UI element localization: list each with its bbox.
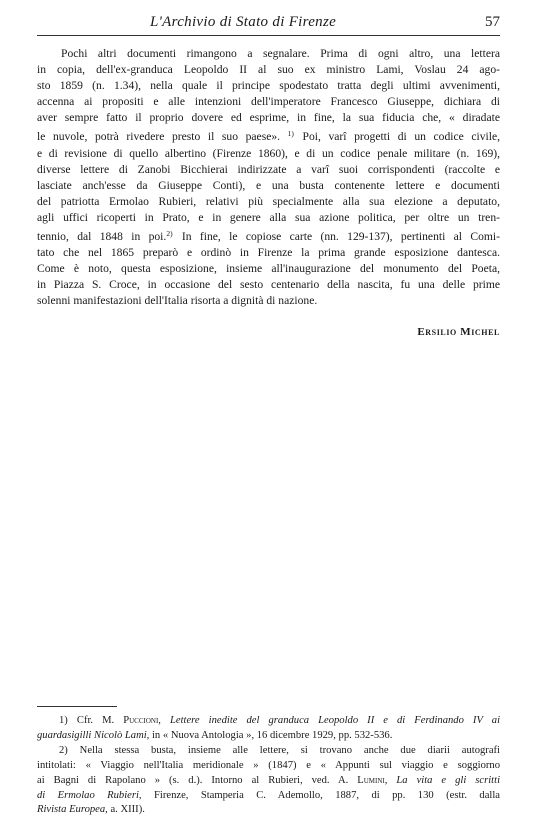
body-line: tato che nel 1865 preparò e ordinò in Firenze la prima grande esposizione dantesca. [37,246,500,260]
body-line: accenna ai propositi e alle intenzioni dell'imperatore Francesco Giuseppe, dichiara di [37,95,500,109]
body-line-text: Poi, varî progetti di un codice civile, [302,130,500,144]
page-number: 57 [485,14,500,30]
cited-author: Lumini, [357,774,388,786]
body-line [37,226,500,245]
cited-title: di Ermolao Rubieri, [37,789,142,801]
footnote-ref-1: 1) [287,129,294,139]
body-line: del patriotta Ermolao Rubieri, relativi più specialmente alla sua elezione a deputato, [37,194,500,208]
footnotes [37,714,500,818]
footnote-2-line: di Ermolao Rubieri, Firenze, Stamperia C. Ademollo, 1887, di pp. 130 (estr. dalla [37,789,500,801]
body-line-text: In fine, le copiose carte (nn. 129-137), pertinenti al Comi- [181,230,500,244]
header-rule [37,35,500,36]
body-line-text: le nuvole, potrà rivedere presto il suo paese». [37,130,281,144]
footnote-2-line: Rivista Europea, a. XIII). [37,804,145,816]
footnote-1-line: 1) Cfr. M. Puccioni, Lettere inedite del granduca Leopoldo II e di Ferdinando IV ai [59,715,501,726]
cited-title: La vita e gli scritti [396,774,501,786]
cited-title: guardasigilli Nicolò Lami, [37,729,150,741]
body-line: aver sempre fatto il proprio dovere ed esprime, in fine, la sua fiducia che, « diradate [37,111,500,125]
body-line: Come è noto, questa esposizione, insieme all'inaugurazione del monumento del Poeta, [37,262,500,276]
body-line: diverse lettere di Zanobi Bicchierai indirizzate a varî suoi corrispondenti (raccolte e [37,162,500,176]
body-paragraph [37,46,500,310]
body-line: in Piazza S. Croce, in occasione del sesto centenario della nascita, fu una delle prime [37,278,500,292]
running-head: L'Archivio di Stato di Firenze [150,14,337,30]
body-line: solenni manifestazioni dell'Italia risorta a dignità di nazione. [37,294,318,308]
body-line-text: tennio, dal 1848 in poi. [37,230,167,244]
footnote-2-line: intitolati: « Viaggio nell'Italia meridionale » (1847) e « Appunti sul viaggio e soggiorno [37,759,500,771]
body-line: sto 1859 (n. 1.34), nella quale il principe spodestato tratta degli ultimi avvenimenti, [37,79,500,93]
body-line [37,126,500,145]
footnote-rule [37,706,117,707]
body-line: Pochi altri documenti rimangono a segnalare. Prima di ogni altro, una lettera [61,47,500,60]
body-line: agli uffici ricoperti in Prato, e in genere alla sua azione politica, per oltre un tren- [37,210,500,224]
footnote-1-mark: 1) [59,715,68,726]
cited-author: Puccioni, [123,715,161,726]
cited-title: Lettere inedite del granduca Leopoldo II e di Ferdinando IV ai [169,715,501,726]
body-line: e di revisione di quello albertino (Firenze 1860), e di un codice penale militare (n. 169), [37,146,500,160]
footnote-2-mark: 2) [59,744,68,756]
footnote-1-line: guardasigilli Nicolò Lami, in « Nuova Antologia », 16 dicembre 1929, pp. 532-536. [37,729,393,741]
body-line: in copia, dell'ex-granduca Leopoldo II al suo ex ministro Lami, Voslau 24 ago- [37,63,500,77]
body-line: lasciate anch'esse da Giuseppe Conti), e una busta contenente lettere e documenti [37,178,500,192]
cited-title: Rivista Europea, [37,804,108,816]
footnote-ref-2: 2) [166,229,173,239]
footnote-2-line: ai Bagni di Rapolano » (s. d.). Intorno al Rubieri, ved. A. Lumini, La vita e gli scritti [37,774,501,786]
author-signature: Ersilio Michel [417,326,500,338]
footnote-2-line: 2) Nella stessa busta, insieme alle lettere, si trovano anche due diarii autografi [59,744,500,756]
